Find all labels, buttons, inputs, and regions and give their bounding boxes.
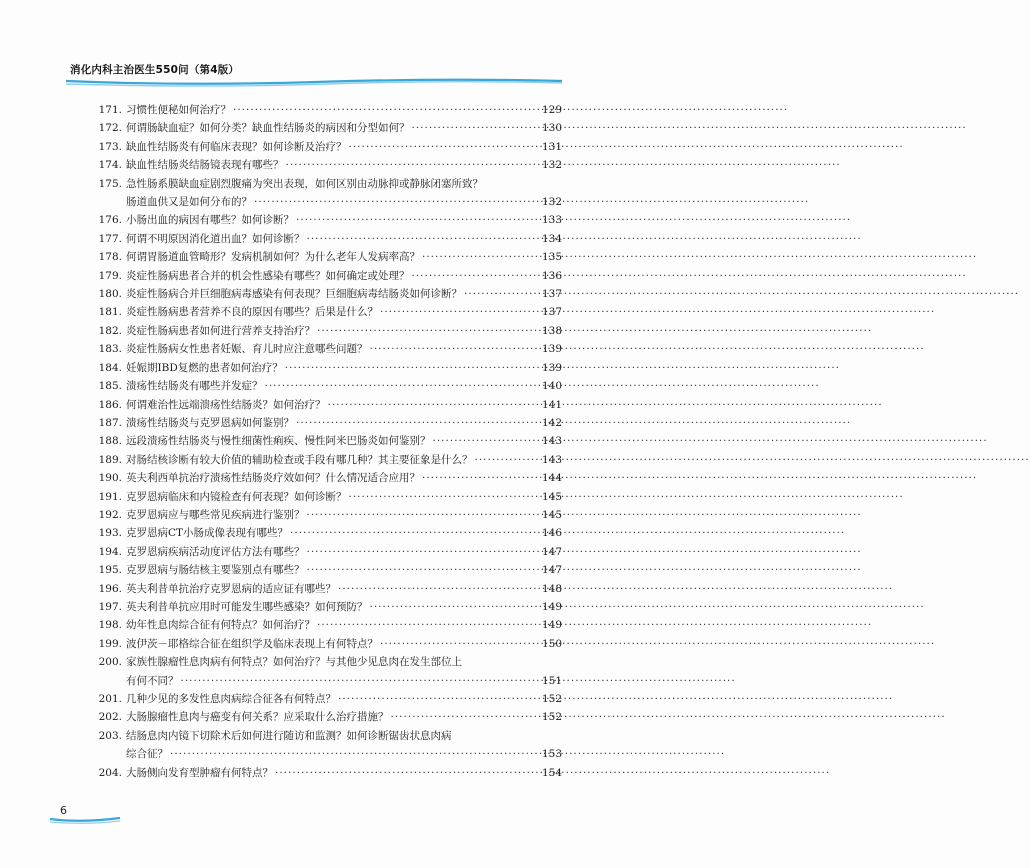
toc-entry-page: 146: [541, 527, 562, 540]
toc-entry-title: 何谓难治性远端溃疡性结肠炎？如何治疗？: [126, 398, 326, 411]
toc-leader-dots: [391, 708, 540, 726]
toc-entry-title: 克罗恩病疾病活动度评估方法有哪些？: [126, 545, 305, 558]
toc-entry-number: 173.: [98, 140, 122, 153]
toc-leader-dots: [307, 506, 540, 524]
toc-entry-number: 194.: [98, 545, 122, 558]
toc-entry-title: 炎症性肠病女性患者妊娠、育儿时应注意哪些问题？: [126, 343, 368, 356]
toc-entry-title: 克罗恩病CT小肠成像表现有哪些？: [126, 527, 289, 540]
toc-entry-page: 154: [541, 766, 562, 779]
toc-entry-number: 178.: [98, 251, 122, 264]
toc-entry[interactable]: [86, 524, 562, 542]
toc-entry-page: 133: [541, 214, 562, 227]
toc-leader-dots: [338, 580, 540, 598]
toc-entry-page: 153: [541, 748, 562, 761]
toc-leader-dots: [275, 764, 540, 782]
toc-entry-number: 204.: [98, 766, 122, 779]
toc-entry-line: [86, 156, 562, 174]
toc-entry-page: 145: [541, 490, 562, 503]
toc-entry[interactable]: [86, 322, 562, 340]
toc-entry[interactable]: [86, 653, 562, 690]
toc-leader-dots: [254, 193, 540, 211]
toc-entry-number: 177.: [98, 232, 122, 245]
toc-leader-dots: [464, 285, 540, 303]
toc-entry-title: 大肠侧向发育型肿瘤有何特点？: [126, 766, 273, 779]
toc-entry-page: 140: [541, 380, 562, 393]
toc-leader-dots: [422, 248, 540, 266]
toc-entry-number: 187.: [98, 416, 122, 429]
toc-entry-line: [86, 248, 562, 266]
toc-entry-page: 147: [541, 564, 562, 577]
toc-leader-dots: [290, 524, 540, 542]
toc-entry-page: 135: [541, 251, 562, 264]
toc-entry-page: 132: [541, 159, 562, 172]
toc-entry[interactable]: [86, 690, 562, 708]
toc-entry[interactable]: [86, 488, 562, 506]
toc-entry-title: 急性肠系膜缺血症剧烈腹痛为突出表现，如何区别由动脉抑或静脉闭塞所致？: [126, 177, 483, 190]
toc-entry-line: [86, 653, 562, 671]
header-decorative-rule: [66, 77, 562, 89]
toc-entry-title: 炎症性肠病患者合并的机会性感染有哪些？如何确定或处理？: [126, 269, 410, 282]
toc-entry[interactable]: [86, 469, 562, 487]
toc-leader-dots: [233, 101, 540, 119]
toc-entry[interactable]: [86, 230, 562, 248]
toc-entry-page: 132: [541, 196, 562, 209]
toc-entry-number: 192.: [98, 508, 122, 521]
toc-entry-page: 152: [541, 711, 562, 724]
toc-entry-page: 139: [541, 343, 562, 356]
toc-entry-title: 克罗恩病应与哪些常见疾病进行鉴别？: [126, 508, 305, 521]
toc-entry-title: 英夫利昔单抗治疗克罗恩病的适应证有哪些？: [126, 582, 336, 595]
toc-entry-page: 144: [541, 472, 562, 485]
toc-entry-line: [86, 101, 562, 119]
toc-entry-title: 几种少见的多发性息肉病综合征各有何特点？: [126, 693, 336, 705]
toc-entry-line: [86, 267, 562, 285]
toc-entry[interactable]: [86, 561, 562, 579]
toc-leader-dots: [349, 138, 540, 156]
toc-entry-line: [86, 506, 562, 524]
toc-entry-title: 对肠结核诊断有较大价值的辅助检查或手段有哪几种？其主要征象是什么？: [126, 453, 473, 466]
toc-entry-line: [86, 635, 562, 653]
toc-entry-title: 有何不同？: [126, 674, 179, 687]
toc-entry-number: 198.: [98, 619, 122, 632]
toc-entry-continuation: [86, 672, 562, 690]
toc-entry-line: [86, 303, 562, 321]
toc-entry-number: 171.: [98, 104, 122, 116]
toc-entry-title: 溃疡性结肠炎有哪些并发症？: [126, 380, 263, 393]
toc-entry[interactable]: [86, 635, 562, 653]
toc-entry[interactable]: [86, 303, 562, 321]
toc-entry-number: 196.: [98, 582, 122, 595]
toc-entry-line: [86, 359, 562, 377]
toc-entry-title: 克罗恩病临床和内镜检查有何表现？如何诊断？: [126, 490, 347, 503]
toc-entry-line: [86, 119, 562, 137]
toc-entry-number: 199.: [98, 637, 122, 650]
toc-entry-page: 151: [541, 674, 562, 687]
toc-entry-number: 189.: [98, 453, 122, 466]
toc-entry-number: 195.: [98, 564, 122, 577]
toc-leader-dots: [317, 616, 540, 634]
toc-entry[interactable]: [86, 340, 562, 358]
toc-entry-line: [86, 524, 562, 542]
toc-entry-continuation: [86, 745, 562, 763]
toc-entry-title: 何谓胃肠道血管畸形？发病机制如何？为什么老年人发病率高？: [126, 251, 420, 264]
toc-entry-title: 英夫利西单抗治疗溃疡性结肠炎疗效如何？什么情况适合应用？: [126, 472, 420, 485]
toc-entry-page: 139: [541, 361, 562, 374]
running-header: 消化内科主治医生550问（第4版）: [70, 64, 240, 76]
toc-entry[interactable]: [86, 267, 562, 285]
toc-leader-dots: [317, 322, 540, 340]
toc-leader-dots: [380, 635, 540, 653]
toc-leader-dots: [380, 303, 540, 321]
toc-entry-line: [86, 322, 562, 340]
toc-entry-line: [86, 377, 562, 395]
toc-entry[interactable]: [86, 727, 562, 764]
toc-entry[interactable]: [86, 580, 562, 598]
toc-leader-dots: [170, 745, 540, 763]
toc-entry-line: [86, 396, 562, 414]
toc-entry-title: 大肠腺瘤性息肉与癌变有何关系？应采取什么治疗措施？: [126, 711, 389, 724]
toc-entry-title: 幼年性息肉综合征有何特点？如何治疗？: [126, 619, 315, 632]
toc-entry-number: 183.: [98, 343, 122, 356]
toc-entry-line: [86, 469, 562, 487]
toc-entry[interactable]: [86, 211, 562, 229]
toc-entry-number: 188.: [98, 435, 122, 448]
toc-leader-dots: [296, 211, 540, 229]
toc-entry-page: 137: [541, 306, 562, 319]
toc-entry-page: 131: [541, 140, 562, 153]
toc-entry-number: 202.: [98, 711, 122, 724]
toc-entry-line: [86, 727, 562, 745]
toc-entry[interactable]: [86, 101, 562, 119]
toc-leader-dots: [307, 543, 540, 561]
toc-entry-number: 193.: [98, 527, 122, 540]
toc-entry-number: 180.: [98, 288, 122, 301]
toc-entry-number: 176.: [98, 214, 122, 227]
toc-entry-title: 英夫利昔单抗应用时可能发生哪些感染？如何预防？: [126, 600, 368, 613]
toc-entry-title: 溃疡性结肠炎与克罗恩病如何鉴别？: [126, 416, 294, 429]
toc-entry-line: [86, 211, 562, 229]
toc-leader-dots: [412, 267, 540, 285]
toc-leader-dots: [328, 396, 540, 414]
toc-entry-title: 炎症性肠病合并巨细胞病毒感染有何表现？巨细胞病毒结肠炎如何诊断？: [126, 288, 462, 301]
toc-entry-title: 波伊茨－耶格综合征在组织学及临床表现上有何特点？: [126, 637, 378, 650]
toc-entry-page: 138: [541, 324, 562, 337]
toc-entry-line: [86, 414, 562, 432]
toc-entry-title: 缺血性结肠炎结肠镜表现有哪些？: [126, 159, 284, 172]
toc-entry-number: 203.: [98, 729, 122, 742]
toc-entry-title: 克罗恩病与肠结核主要鉴别点有哪些？: [126, 564, 305, 577]
toc-entry-line: [86, 138, 562, 156]
toc-entry-page: 137: [541, 288, 562, 301]
toc-entry-line: [86, 451, 562, 469]
toc-entry-page: 143: [541, 435, 562, 448]
toc-entry-page: 130: [541, 122, 562, 135]
toc-leader-dots: [296, 414, 540, 432]
toc-entry-line: [86, 580, 562, 598]
toc-entry-number: 181.: [98, 306, 122, 319]
toc-entry[interactable]: [86, 506, 562, 524]
table-of-contents: [86, 101, 562, 782]
toc-entry-line: [86, 616, 562, 634]
toc-entry-line: [86, 340, 562, 358]
toc-entry[interactable]: [86, 156, 562, 174]
toc-entry[interactable]: [86, 708, 562, 726]
toc-leader-dots: [370, 598, 540, 616]
toc-entry-number: 175.: [98, 177, 122, 190]
toc-entry-number: 179.: [98, 269, 122, 282]
toc-entry-title: 习惯性便秘如何治疗？: [126, 104, 231, 116]
toc-entry-number: 201.: [98, 693, 122, 705]
toc-leader-dots: [265, 377, 540, 395]
toc-entry-number: 185.: [98, 380, 122, 393]
toc-leader-dots: [475, 451, 540, 469]
toc-entry[interactable]: [86, 359, 562, 377]
toc-entry[interactable]: [86, 764, 562, 782]
toc-entry-title: 妊娠期IBD复燃的患者如何治疗？: [126, 361, 283, 374]
toc-entry-page: 149: [541, 619, 562, 632]
toc-entry-title: 结肠息肉内镜下切除术后如何进行随访和监测？如何诊断锯齿状息肉病: [126, 729, 452, 742]
toc-leader-dots: [286, 156, 540, 174]
toc-leader-dots: [181, 672, 540, 690]
toc-entry[interactable]: [86, 138, 562, 156]
toc-entry[interactable]: [86, 414, 562, 432]
toc-entry-title: 家族性腺瘤性息肉病有何特点？如何治疗？与其他少见息肉在发生部位上: [126, 656, 462, 669]
toc-leader-dots: [422, 469, 540, 487]
toc-entry-page: 147: [541, 545, 562, 558]
toc-entry-title: 炎症性肠病患者如何进行营养支持治疗？: [126, 324, 315, 337]
toc-entry-line: [86, 432, 562, 450]
toc-entry-page: 149: [541, 600, 562, 613]
toc-entry[interactable]: [86, 248, 562, 266]
toc-entry-page: 143: [541, 453, 562, 466]
toc-entry-page: 129: [541, 104, 562, 116]
toc-entry-page: 145: [541, 508, 562, 521]
toc-entry-title: 远段溃疡性结肠炎与慢性细菌性痢疾、慢性阿米巴肠炎如何鉴别？: [126, 435, 431, 448]
toc-entry-number: 182.: [98, 324, 122, 337]
toc-entry-title: 炎症性肠病患者营养不良的原因有哪些？后果是什么？: [126, 306, 378, 319]
toc-entry-continuation: [86, 193, 562, 211]
toc-entry-line: [86, 561, 562, 579]
toc-entry-line: [86, 285, 562, 303]
footer-decorative-rule: [50, 815, 120, 825]
toc-entry-title: 小肠出血的病因有哪些？如何诊断？: [126, 214, 294, 227]
toc-leader-dots: [349, 488, 540, 506]
toc-entry-page: 134: [541, 232, 562, 245]
toc-entry-line: [86, 175, 562, 193]
toc-entry-page: 141: [541, 398, 562, 411]
toc-leader-dots: [285, 359, 540, 377]
toc-entry[interactable]: [86, 616, 562, 634]
toc-entry-number: 197.: [98, 600, 122, 613]
toc-entry-number: 174.: [98, 159, 122, 172]
toc-entry[interactable]: [86, 396, 562, 414]
toc-entry-title: 综合征？: [126, 748, 168, 761]
page-number: 6: [60, 804, 67, 817]
toc-entry-line: [86, 598, 562, 616]
toc-leader-dots: [338, 690, 540, 708]
toc-entry[interactable]: [86, 285, 562, 303]
toc-entry-number: 191.: [98, 490, 122, 503]
toc-entry-line: [86, 708, 562, 726]
toc-entry[interactable]: [86, 543, 562, 561]
toc-entry-page: 148: [541, 582, 562, 595]
toc-entry-title: 缺血性结肠炎有何临床表现？如何诊断及治疗？: [126, 140, 347, 153]
toc-leader-dots: [307, 561, 540, 579]
toc-entry-title: 何谓不明原因消化道出血？如何诊断？: [126, 232, 305, 245]
toc-entry-title: 肠道血供又是如何分布的？: [126, 196, 252, 209]
toc-entry-line: [86, 543, 562, 561]
toc-entry-number: 190.: [98, 472, 122, 485]
toc-entry[interactable]: [86, 451, 562, 469]
toc-entry-page: 142: [541, 416, 562, 429]
toc-entry[interactable]: [86, 175, 562, 212]
toc-leader-dots: [412, 119, 540, 137]
toc-entry-line: [86, 690, 562, 708]
toc-entry[interactable]: [86, 377, 562, 395]
toc-entry[interactable]: [86, 432, 562, 450]
toc-leader-dots: [433, 432, 540, 450]
toc-entry-line: [86, 764, 562, 782]
toc-entry-number: 184.: [98, 361, 122, 374]
toc-leader-dots: [307, 230, 540, 248]
toc-entry-line: [86, 230, 562, 248]
toc-entry[interactable]: [86, 598, 562, 616]
toc-entry-title: 何谓肠缺血症？如何分类？缺血性结肠炎的病因和分型如何？: [126, 122, 410, 135]
toc-leader-dots: [370, 340, 540, 358]
toc-entry-page: 152: [541, 693, 562, 705]
toc-entry-number: 186.: [98, 398, 122, 411]
toc-entry-number: 200.: [98, 656, 122, 669]
toc-entry-number: 172.: [98, 122, 122, 135]
toc-entry[interactable]: [86, 119, 562, 137]
toc-entry-page: 136: [541, 269, 562, 282]
toc-entry-line: [86, 488, 562, 506]
toc-entry-page: 150: [541, 637, 562, 650]
